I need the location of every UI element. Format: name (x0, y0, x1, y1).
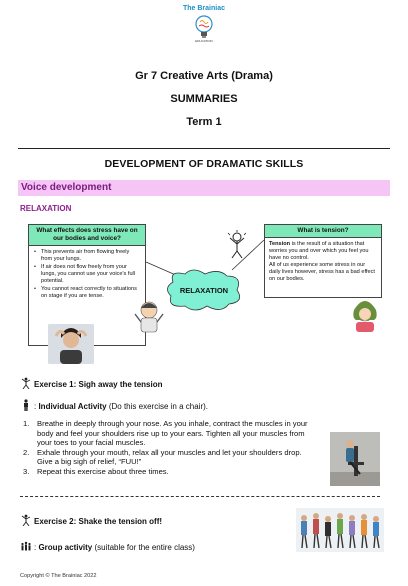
header-summaries: SUMMARIES (170, 93, 238, 105)
header-term: Term 1 (186, 116, 222, 128)
activity-note: (suitable for the entire class) (92, 543, 195, 552)
stretching-figure-icon (20, 514, 32, 526)
list-item (23, 419, 319, 448)
group-people-icon (20, 540, 32, 552)
step-number: 1. (23, 419, 30, 428)
single-person-icon (20, 399, 32, 411)
tension-definition (269, 241, 377, 262)
list-item: • This prevents air from flowing freely from your lungs. (33, 249, 141, 263)
stretching-figure-icon (20, 377, 32, 389)
step-number: 3. (23, 466, 30, 476)
copyright-footer: Copyright © The Brainiac 2022 (20, 573, 97, 579)
section-title: DEVELOPMENT OF DRAMATIC SKILLS (104, 158, 304, 170)
step-number: 2. (23, 447, 30, 457)
divider-line (18, 148, 390, 149)
logo-tagline: EDUCATION (195, 39, 213, 43)
exercise2-heading (20, 514, 162, 526)
stressed-man-illustration (134, 300, 164, 336)
exercise1-heading (20, 377, 163, 389)
stress-effects-list (33, 249, 141, 300)
relaxation-label: RELAXATION (20, 204, 72, 213)
list-item: • If air does not flow freely from your lungs, you cannot use your voice's full potential. (33, 264, 141, 285)
exercise1-activity (20, 399, 208, 411)
band-title: Voice development (21, 182, 112, 193)
list-item (23, 467, 319, 477)
stressed-stick-figure-icon (222, 230, 252, 260)
step-text: Exhale through your mouth, relax all your muscles and let your shoulders drop. Give a big sigh of relief, “FUU!” (37, 447, 302, 467)
voice-development-band (18, 180, 390, 196)
exercise2-title: Exercise 2: Shake the tension off! (34, 517, 163, 526)
chair-exercise-image (330, 432, 380, 486)
logo-title: The Brainiac (182, 5, 225, 12)
tension-definition-text: is the result of a situation that worries you and over which you feel you have no control. (269, 241, 369, 261)
exercise1-title: Exercise 1: Sigh away the tension (34, 380, 163, 389)
chair-exercise-photo (330, 432, 380, 486)
step-text: Repeat this exercise about three times. (37, 466, 169, 476)
step-text: Breathe in deeply through your nose. As you inhale, contract the muscles in your body and feel your shoulders rise up to your ears. Tighten all your muscles from your toes to your facial muscles. (37, 419, 308, 448)
group-shake-photo (296, 508, 384, 552)
tension-box (264, 224, 382, 298)
list-item: • You cannot react correctly to situations on stage if you are tense. (33, 286, 141, 300)
relaxation-blob-label: RELAXATION (179, 286, 229, 295)
activity-type: Individual Activity (38, 402, 107, 411)
group-shake-image (296, 508, 384, 552)
brainiac-logo (168, 4, 240, 54)
dashed-separator (20, 496, 380, 497)
stressed-person-image (48, 324, 94, 364)
stress-effects-title: What effects does stress have on our bodies and voice? (29, 225, 145, 246)
activity-prefix: : (34, 543, 39, 552)
tension-term: Tension (269, 241, 291, 247)
header-grade: Gr 7 Creative Arts (Drama) (135, 70, 273, 82)
stressed-person-photo (48, 324, 94, 364)
exercise1-steps (23, 419, 319, 477)
tension-title: What is tension? (265, 225, 381, 238)
activity-note: (Do this exercise in a chair). (106, 402, 208, 411)
brain-bulb-icon (192, 14, 216, 40)
activity-prefix: : (34, 402, 39, 411)
exercise2-activity (20, 540, 195, 552)
stressed-woman-illustration (348, 298, 382, 332)
activity-type: Group activity (38, 543, 93, 552)
tension-extra: All of us experience some stress in our daily lives however, stress has a bad effect on our bodies. (269, 262, 375, 282)
list-item (23, 448, 319, 467)
